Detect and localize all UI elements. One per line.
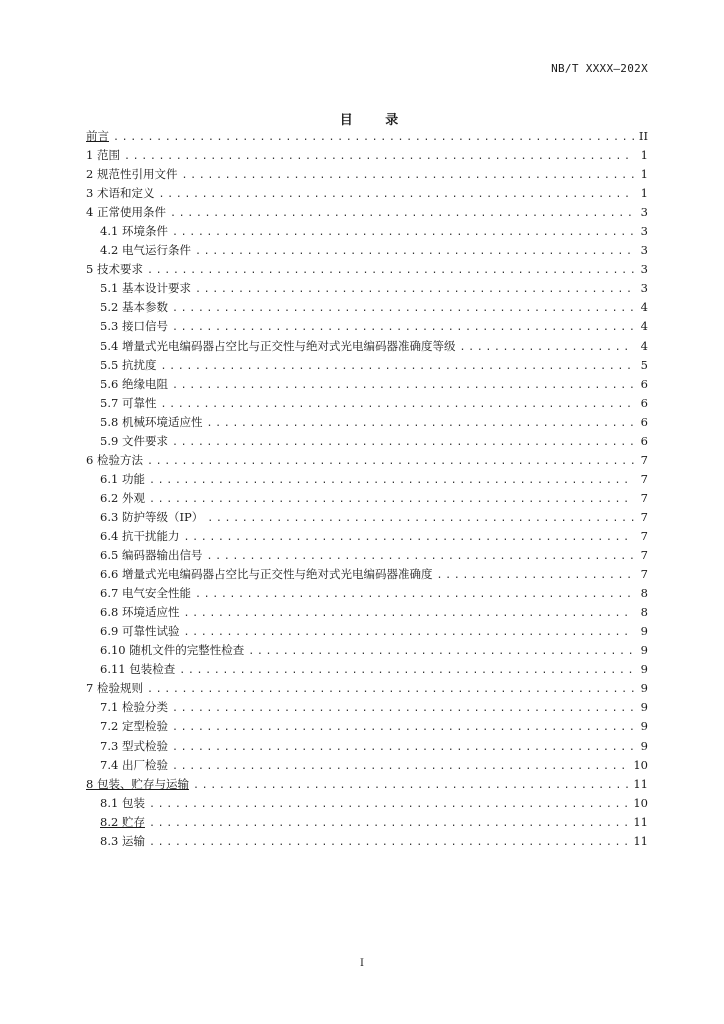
toc-entry-page: 7 (640, 471, 648, 486)
page-number: I (360, 958, 364, 969)
toc-entry[interactable] (86, 165, 648, 184)
toc-leader-dots (172, 699, 634, 718)
toc-entry[interactable] (86, 794, 648, 813)
toc-entry[interactable] (86, 356, 648, 375)
toc-entry[interactable] (86, 298, 648, 317)
toc-entry-label: 6.3 防护等级（IP） (100, 509, 204, 524)
toc-entry[interactable] (86, 279, 648, 298)
toc-entry-label: 前言 (86, 129, 109, 143)
toc-entry[interactable] (86, 451, 648, 470)
toc-entry-page: 11 (633, 776, 648, 791)
toc-entry-page: 9 (640, 700, 648, 715)
toc-leader-dots (160, 395, 634, 414)
toc-leader-dots (207, 509, 634, 528)
toc-entry-page: 6 (640, 376, 648, 391)
toc-entry[interactable] (86, 413, 648, 432)
toc-entry-page: 1 (640, 167, 648, 182)
toc-leader-dots (147, 452, 634, 471)
toc-entry-page: 7 (640, 528, 648, 543)
toc-leader-dots (149, 814, 629, 833)
toc-entry-page: 7 (640, 567, 648, 582)
toc-entry[interactable] (86, 584, 648, 603)
toc-leader-dots (179, 661, 634, 680)
toc-leader-dots (436, 566, 634, 585)
toc-entry-label: 5.5 抗扰度 (100, 357, 157, 372)
toc-entry-page: 3 (640, 243, 648, 258)
toc-leader-dots (172, 223, 634, 242)
toc-entry[interactable] (86, 660, 648, 679)
toc-entry-label: 7.4 出厂检验 (100, 757, 168, 772)
toc-entry[interactable] (86, 222, 648, 241)
toc-entry[interactable] (86, 146, 648, 165)
toc-entry-label: 6.7 电气安全性能 (100, 586, 191, 601)
toc-entry[interactable] (86, 337, 648, 356)
toc-entry-label: 5.7 可靠性 (100, 395, 157, 410)
toc-leader-dots (170, 204, 634, 223)
toc-leader-dots (147, 680, 634, 699)
toc-entry-page: 7 (640, 548, 648, 563)
toc-entry-page: 9 (640, 719, 648, 734)
toc-leader-dots (193, 776, 629, 795)
toc-entry-label: 5.6 绝缘电阻 (100, 376, 168, 391)
toc-entry-page: 11 (633, 833, 648, 848)
toc-entry-label: 6.11 包装检查 (100, 662, 176, 677)
toc-entry-label: 5.3 接口信号 (100, 319, 168, 334)
toc-leader-dots (195, 242, 634, 261)
toc-entry[interactable] (86, 241, 648, 260)
toc-entry-page: 4 (640, 319, 648, 334)
toc-entry-label: 7.1 检验分类 (100, 700, 168, 715)
toc-entry[interactable] (86, 775, 648, 794)
toc-entry[interactable] (86, 489, 648, 508)
toc-entry-label: 8 包装、贮存与运输 (86, 776, 189, 791)
toc-entry-page: 7 (640, 490, 648, 505)
toc-leader-dots (172, 718, 634, 737)
toc-entry-page: 4 (640, 300, 648, 315)
toc-entry[interactable] (86, 737, 648, 756)
toc-entry-label: 6.4 抗干扰能力 (100, 528, 180, 543)
toc-entry[interactable] (86, 508, 648, 527)
toc-entry-label: 6 检验方法 (86, 452, 143, 467)
toc-entry[interactable] (86, 832, 648, 851)
toc-entry-label: 6.9 可靠性试验 (100, 624, 180, 639)
toc-entry-label: 5.1 基本设计要求 (100, 281, 191, 296)
toc-entry[interactable] (86, 622, 648, 641)
toc-entry[interactable] (86, 203, 648, 222)
toc-leader-dots (160, 357, 634, 376)
toc-entry-label: 5.9 文件要求 (100, 433, 168, 448)
toc-entry[interactable] (86, 698, 648, 717)
toc-entry[interactable] (86, 546, 648, 565)
toc-list (86, 127, 648, 851)
toc-entry-label: 8.1 包装 (100, 795, 145, 810)
toc-entry-page: 9 (640, 662, 648, 677)
toc-entry-page: 5 (640, 357, 648, 372)
toc-leader-dots (172, 376, 634, 395)
toc-entry[interactable] (86, 432, 648, 451)
toc-entry-page: 3 (640, 262, 648, 277)
toc-entry-label: 7.3 型式检验 (100, 738, 168, 753)
toc-entry-page: 9 (640, 681, 648, 696)
toc-leader-dots (206, 414, 634, 433)
toc-entry-label: 8.3 运输 (100, 833, 145, 848)
toc-entry[interactable] (86, 756, 648, 775)
toc-leader-dots (459, 338, 634, 357)
toc-leader-dots (149, 471, 634, 490)
toc-entry-page: 7 (640, 452, 648, 467)
toc-entry-label: 2 规范性引用文件 (86, 167, 178, 182)
toc-entry-page: 8 (640, 586, 648, 601)
toc-leader-dots (183, 528, 634, 547)
toc-entry-page: 10 (633, 795, 648, 810)
toc-entry-label: 5.2 基本参数 (100, 300, 168, 315)
toc-leader-dots (248, 642, 634, 661)
toc-leader-dots (172, 757, 629, 776)
toc-entry[interactable] (86, 470, 648, 489)
toc-leader-dots (195, 280, 634, 299)
toc-leader-dots (206, 547, 634, 566)
toc-entry-page: 4 (640, 338, 648, 353)
toc-leader-dots (172, 738, 634, 757)
toc-leader-dots (181, 166, 634, 185)
toc-entry[interactable] (86, 375, 648, 394)
toc-entry-page: 8 (640, 605, 648, 620)
toc-leader-dots (172, 318, 634, 337)
toc-entry-label: 7 检验规则 (86, 681, 143, 696)
toc-entry-label: 6.10 随机文件的完整性检查 (100, 643, 245, 658)
toc-entry-page: 1 (640, 186, 648, 201)
toc-entry-label: 4.1 环境条件 (100, 224, 168, 239)
toc-entry-label: 1 范围 (86, 148, 120, 163)
toc-leader-dots (183, 604, 634, 623)
toc-entry-page: 7 (640, 509, 648, 524)
toc-entry[interactable] (86, 527, 648, 546)
toc-leader-dots (149, 795, 629, 814)
toc-entry-page: 10 (633, 757, 648, 772)
toc-title: 目 录 (339, 113, 413, 128)
toc-leader-dots (149, 833, 629, 852)
toc-entry-page: 6 (640, 433, 648, 448)
toc-entry[interactable] (86, 679, 648, 698)
toc-entry-page: 6 (640, 395, 648, 410)
toc-entry[interactable] (86, 603, 648, 622)
toc-entry[interactable] (86, 260, 648, 279)
toc-leader-dots (195, 585, 634, 604)
toc-entry[interactable] (86, 565, 648, 584)
toc-leader-dots (158, 185, 634, 204)
toc-entry-label: 6.2 外观 (100, 490, 145, 505)
toc-entry-label: 6.8 环境适应性 (100, 605, 180, 620)
toc-entry-label: 4.2 电气运行条件 (100, 243, 191, 258)
toc-entry-page: 9 (640, 643, 648, 658)
toc-entry-page: 3 (640, 224, 648, 239)
header-document-code: NB/T XXXX—202X (551, 62, 648, 75)
toc-entry-label: 6.5 编码器输出信号 (100, 548, 203, 563)
toc-leader-dots (124, 147, 634, 166)
toc-entry[interactable] (86, 641, 648, 660)
toc-entry[interactable] (86, 184, 648, 203)
toc-entry-page: II (638, 129, 648, 143)
toc-entry[interactable] (86, 813, 648, 832)
toc-entry[interactable] (86, 317, 648, 336)
toc-entry-page: 9 (640, 624, 648, 639)
toc-entry-label: 8.2 贮存 (100, 814, 145, 829)
toc-entry-label: 3 术语和定义 (86, 186, 155, 201)
toc-entry[interactable] (86, 717, 648, 736)
toc-entry-label: 7.2 定型检验 (100, 719, 168, 734)
toc-entry-label: 6.1 功能 (100, 471, 145, 486)
toc-entry-label: 6.6 增量式光电编码器占空比与正交性与绝对式光电编码器准确度 (100, 567, 433, 582)
toc-leader-dots (172, 433, 634, 452)
toc-entry-label: 4 正常使用条件 (86, 205, 166, 220)
toc-leader-dots (149, 490, 634, 509)
toc-entry-page: 9 (640, 738, 648, 753)
toc-leader-dots (147, 261, 634, 280)
toc-entry-page: 1 (640, 148, 648, 163)
toc-entry-label: 5 技术要求 (86, 262, 143, 277)
toc-entry[interactable] (86, 127, 648, 146)
toc-leader-dots (183, 623, 634, 642)
toc-entry-label: 5.8 机械环境适应性 (100, 414, 203, 429)
toc-entry-page: 3 (640, 205, 648, 220)
toc-entry-label: 5.4 增量式光电编码器占空比与正交性与绝对式光电编码器准确度等级 (100, 338, 456, 353)
toc-leader-dots (172, 299, 634, 318)
toc-entry-page: 11 (633, 814, 648, 829)
toc-entry-page: 6 (640, 414, 648, 429)
toc-entry[interactable] (86, 394, 648, 413)
toc-entry-page: 3 (640, 281, 648, 296)
toc-leader-dots (113, 128, 634, 147)
